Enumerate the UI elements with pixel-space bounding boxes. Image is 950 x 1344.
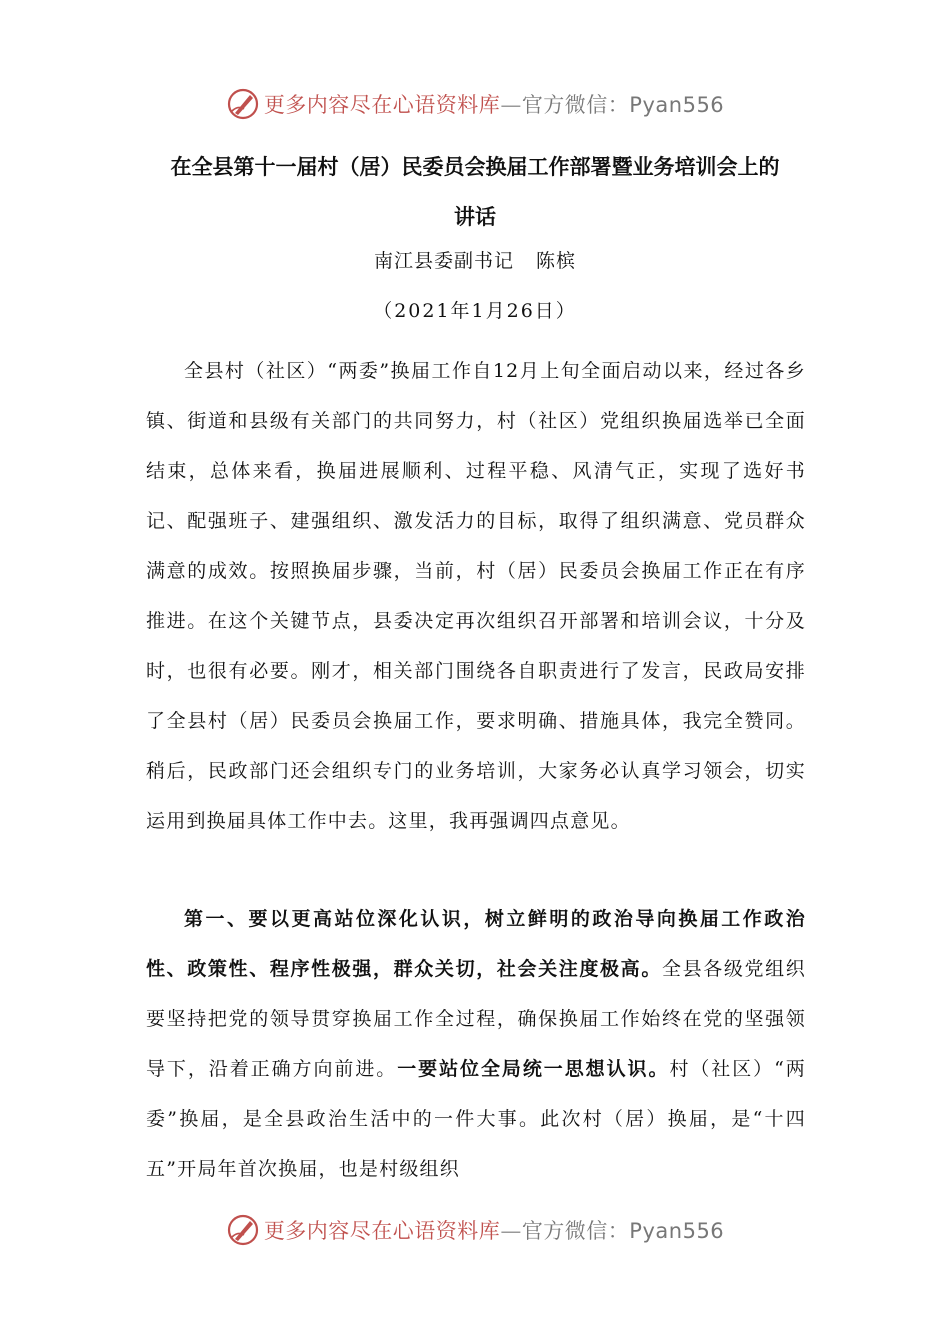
paragraph-2-text: 第一、要以更高站位深化认识，树立鲜明的政治导向换届工作政治性、政策性、程序性极强，群众关切，社会关注度极高。全县各级党组织要坚持把党的领导贯穿换届工作全过程，确保换届工作始终在党的坚强领导下，沿着正确方向前进。一要站位全局统一思想认识。村（社区）“两委”换届，是全县政治生活中的一件大事。此次村（居）换届，是“十四五”开局年首次换届，也是村级组织 [146,908,806,1180]
author-name: 陈槟 [536,250,577,272]
author-line [0,246,950,273]
document-title-line1: 在全县第十一届村（居）民委员会换届工作部署暨业务培训会上的 [170,155,780,179]
watermark-banner-top [0,84,950,124]
watermark-text: 更多内容尽在心语资料库—官方微信：Pyan556 [263,1219,725,1243]
section-heading-1: 第一、要以更高站位深化认识，树立鲜明的政治导向换届工作政治性、政策性、程序性极强，群众关切，社会关注度极高。 [146,908,806,980]
paragraph-2 [146,894,806,1194]
subpoint-heading-1: 一要站位全局统一思想认识。 [397,1058,670,1080]
watermark-text: 更多内容尽在心语资料库—官方微信：Pyan556 [263,93,725,117]
paragraph-1-text: 全县村（社区）“两委”换届工作自12月上旬全面启动以来，经过各乡镇、街道和县级有关部门的共同努力，村（社区）党组织换届选举已全面结束，总体来看，换届进展顺利、过程平稳、风清气正，实现了选好书记、配强班子、建强组织、激发活力的目标，取得了组织满意、党员群众满意的成效。按照换届步骤，当前，村（居）民委员会换届工作正在有序推进。在这个关键节点，县委决定再次组织召开部署和培训会议，十分及时，也很有必要。刚才，相关部门围绕各自职责进行了发言，民政局安排了全县村（居）民委员会换届工作，要求明确、措施具体，我完全赞同。稍后，民政部门还会组织专门的业务培训，大家务必认真学习领会，切实运用到换届具体工作中去。这里，我再强调四点意见。 [146,360,806,832]
pen-logo-icon [226,1213,260,1247]
document-title-line2: 讲话 [454,205,496,229]
speech-date: （2021年1月26日） [373,300,577,322]
paragraph-1 [146,346,806,846]
pen-logo-icon [226,87,260,121]
author-role: 南江县委副书记 [373,250,514,272]
watermark-banner-bottom [0,1210,950,1250]
